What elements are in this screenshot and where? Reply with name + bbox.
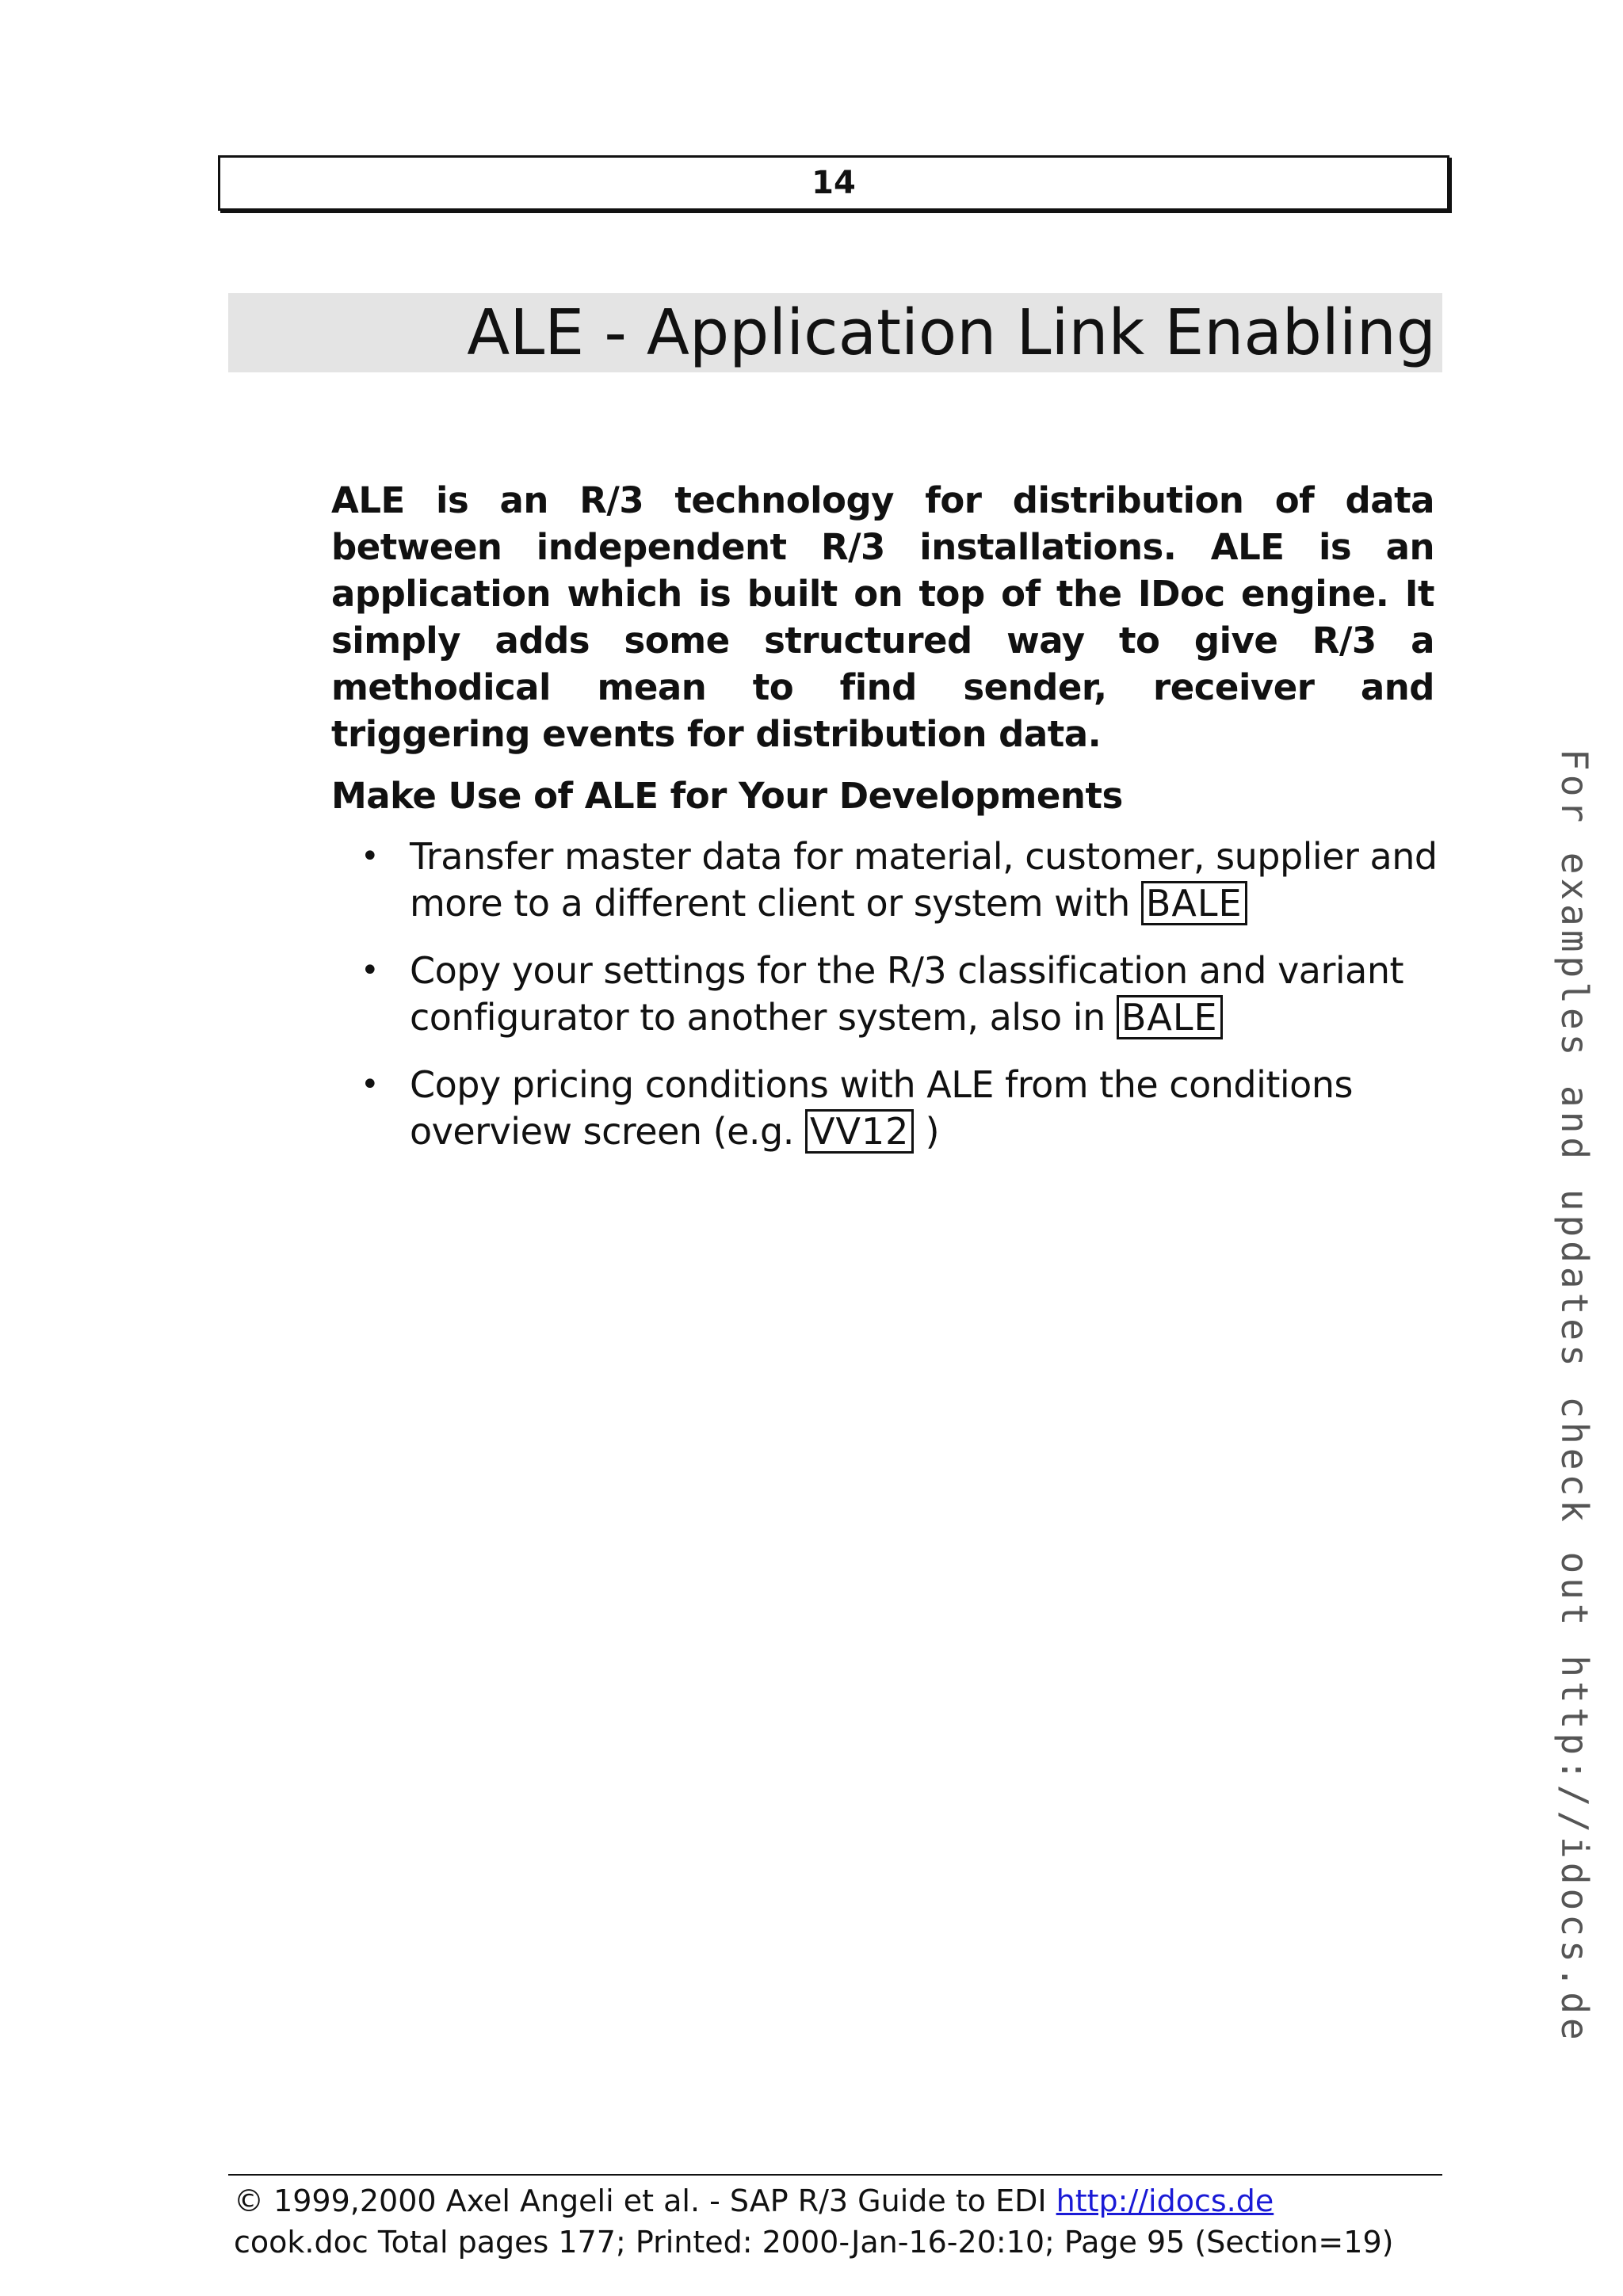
footer-copyright: © 1999,2000 Axel Angeli et al. - SAP R/3 Guide to EDI: [234, 2183, 1056, 2218]
section-heading: Make Use of ALE for Your Developments: [331, 775, 1123, 817]
page-footer: [234, 2180, 1393, 2263]
list-item-suffix: ): [914, 1110, 940, 1153]
list-item-text: Transfer master data for material, customer, supplier and more to a different client or system with: [410, 835, 1438, 925]
transaction-code: BALE: [1141, 881, 1247, 925]
list-item-text: Copy your settings for the R/3 classification and variant configurator to another system, also in: [410, 949, 1404, 1039]
transaction-code: BALE: [1117, 995, 1223, 1039]
chapter-number-box: [218, 155, 1449, 211]
intro-paragraph: ALE is an R/3 technology for distribution of data between independent R/3 installations. ALE is an application which is built on top of the IDoc engine. It simply adds some structured way to give R/3 a methodical mean to find sender, receiver and triggering events for distribution data.: [331, 479, 1434, 755]
footer-divider: [228, 2174, 1442, 2176]
page-title: ALE - Application Link Enabling: [467, 296, 1436, 369]
side-note-vertical: For examples and updates check out http://idocs.de: [1553, 749, 1596, 2044]
bullet-list: [361, 833, 1438, 1176]
footer-link[interactable]: http://idocs.de: [1056, 2183, 1274, 2218]
title-bar: [228, 293, 1442, 372]
footer-line-2: cook.doc Total pages 177; Printed: 2000-Jan-16-20:10; Page 95 (Section=19): [234, 2225, 1394, 2260]
list-item: [361, 1062, 1438, 1155]
bullet-icon: •: [361, 952, 380, 989]
chapter-number: 14: [812, 165, 856, 201]
bullet-icon: •: [361, 1066, 380, 1103]
bullet-icon: •: [361, 838, 380, 875]
transaction-code: VV12: [805, 1109, 914, 1154]
list-item: [361, 948, 1438, 1041]
footer-line-1: [234, 2180, 1393, 2222]
list-item-text: Copy pricing conditions with ALE from the conditions overview screen (e.g.: [410, 1063, 1353, 1153]
list-item: [361, 833, 1438, 927]
